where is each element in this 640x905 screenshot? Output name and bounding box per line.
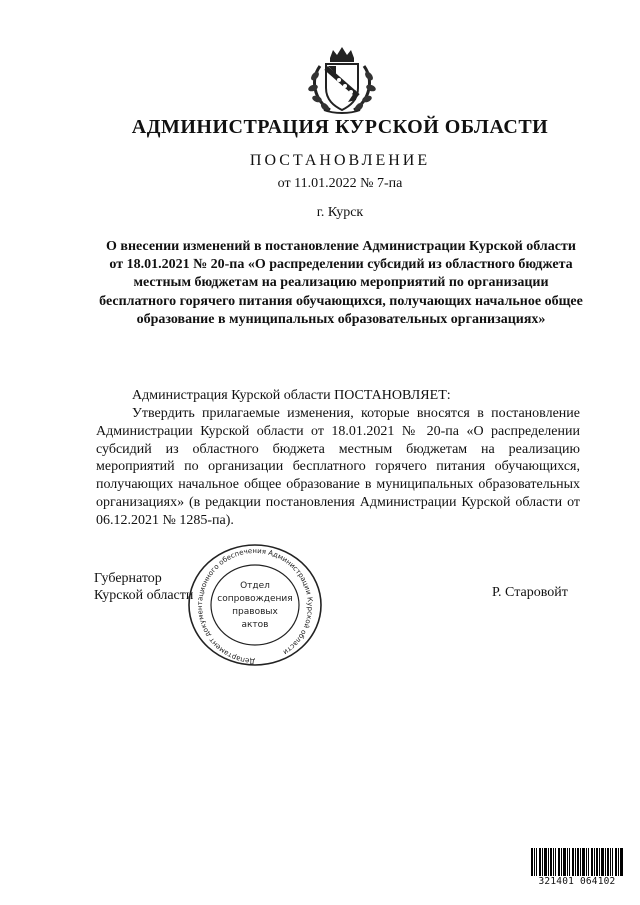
signatory-name: Р. Старовойт [492, 585, 568, 600]
stamp-line3: правовых [232, 607, 278, 617]
document-city: г. Курск [316, 205, 364, 220]
document-date-number: от 11.01.2022 № 7-па [277, 176, 403, 191]
organization-title: АДМИНИСТРАЦИЯ КУРСКОЙ ОБЛАСТИ [131, 116, 549, 138]
document-type: ПОСТАНОВЛЕНИЕ [249, 152, 431, 169]
stamp-line4: актов [241, 620, 269, 630]
resolution-preamble: Администрация Курской области ПОСТАНОВЛЯЕТ: [132, 388, 451, 403]
signatory-position [94, 570, 193, 604]
official-stamp [186, 542, 324, 668]
barcode-number: 321401 064102 [531, 876, 623, 887]
kursk-coat-of-arms-icon [306, 44, 378, 116]
resolution-paragraph: Утвердить прилагаемые изменения, которые вносятся в постановление Администрации Курской области от 18.01.2021 № 20-па «О распределении субсидий из областного бюджета местным бюджетам на реализацию мероприятий по организации бесплатного горячего питания обучающихся, получающих начальное общее образование в муниципальных образовательных организациях» (в редакции постановления Администрации Курской области от 06.12.2021 № 1285-па). [96, 406, 580, 528]
signatory-position-line2: Курской области [94, 588, 194, 603]
document-subject: О внесении изменений в постановление Администрации Курской области от 18.01.2021 № 20-па «О распределении субсидий из областного бюджета местным бюджетам на реализацию мероприятий по организации бесплатного горячего питания обучающихся, получающих начальное общее образование в муниципальных образовательных организациях» [99, 239, 583, 327]
signatory-position-line1: Губернатор [94, 571, 162, 586]
stamp-line1: Отдел [240, 581, 270, 591]
stamp-line2: сопровождения [217, 594, 293, 604]
stamp-outer-text: Департамент документационного обеспечения Администрации Курской области [195, 546, 315, 666]
